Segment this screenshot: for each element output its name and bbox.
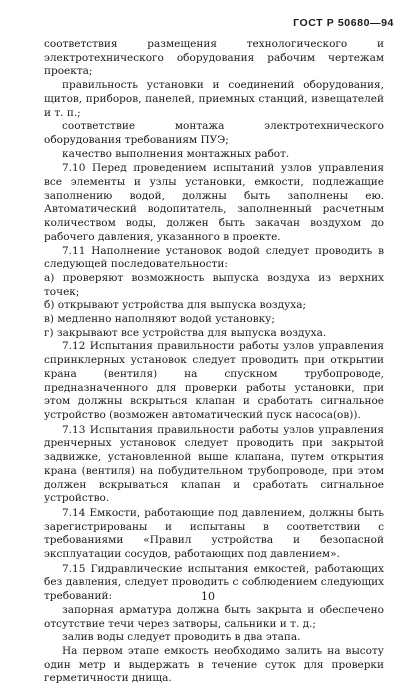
paragraph: 7.11 Наполнение установок водой следует проводить в следующей последовательности: bbox=[44, 244, 384, 271]
paragraph: залив воды следует проводить в два этапа. bbox=[62, 631, 301, 644]
paragraph: правильность установки и соединений оборудования, щитов, приборов, панелей, приемных станций, извещателей и т. п.; bbox=[44, 79, 384, 119]
list-item: г) закрывают все устройства для выпуска воздуха. bbox=[44, 326, 327, 339]
paragraph: 7.15 Гидравлические испытания емкостей, работающих без давления, следует проводить с соблюдением следующих требований: bbox=[44, 562, 384, 603]
paragraph: 7.14 Емкости, работающие под давлением, должны быть зарегистрированы и испытаны в соответствии с требованиями «Правил устройства и безопасной эксплуатации сосудов, работающих под давлением». bbox=[44, 506, 384, 561]
list-item: б) открывают устройства для выпуска воздуха; bbox=[44, 299, 306, 312]
paragraph: соответствие монтажа электротехнического оборудования требованиям ПУЭ; bbox=[44, 120, 384, 146]
document-header: ГОСТ Р 50680—94 bbox=[293, 17, 394, 29]
paragraph: качество выполнения монтажных работ. bbox=[62, 147, 290, 160]
page-number: 10 bbox=[201, 590, 215, 603]
document-body bbox=[44, 38, 384, 686]
paragraph: запорная арматура должна быть закрыта и обеспечено отсутствие течи через затворы, сальники и т. д.; bbox=[44, 603, 384, 630]
paragraph: соответствия размещения технологического и электротехнического оборудования рабочим чертежам проекта; bbox=[44, 38, 384, 78]
list-item: а) проверяют возможность выпуска воздуха из верхних точек; bbox=[44, 271, 384, 298]
paragraph: 7.13 Испытания правильности работы узлов управления дренчерных установок следует проводить при закрытой задвижке, установленной выше клапана, путем открытия крана (вентиля) на побудительном трубопроводе, при этом должен вскрываться клапан и сработать сигнальное устройство. bbox=[44, 423, 384, 505]
paragraph: На первом этапе емкость необходимо залить на высоту один метр и выдержать в течение суток для проверки герметичности днища. bbox=[44, 644, 384, 685]
paragraph: 7.10 Перед проведением испытаний узлов управления все элементы и узлы установки, емкости, подлежащие заполнению водой, должны быть заполнены ею. Автоматический водопитатель, заполненный расчетным количеством воды, должен быть закачан воздухом до рабочего давления, указанного в проекте. bbox=[44, 162, 384, 243]
paragraph: 7.12 Испытания правильности работы узлов управления спринклерных установок следует проводить при открытии крана (вентиля) на спускном трубопроводе, предназначенного для проверки работы установки, при этом должны вскрыться клапан и сработать сигнальное устройство (возможен автоматический пуск насоса(ов)). bbox=[44, 340, 384, 421]
list-item: в) медленно наполняют водой установку; bbox=[44, 313, 275, 326]
